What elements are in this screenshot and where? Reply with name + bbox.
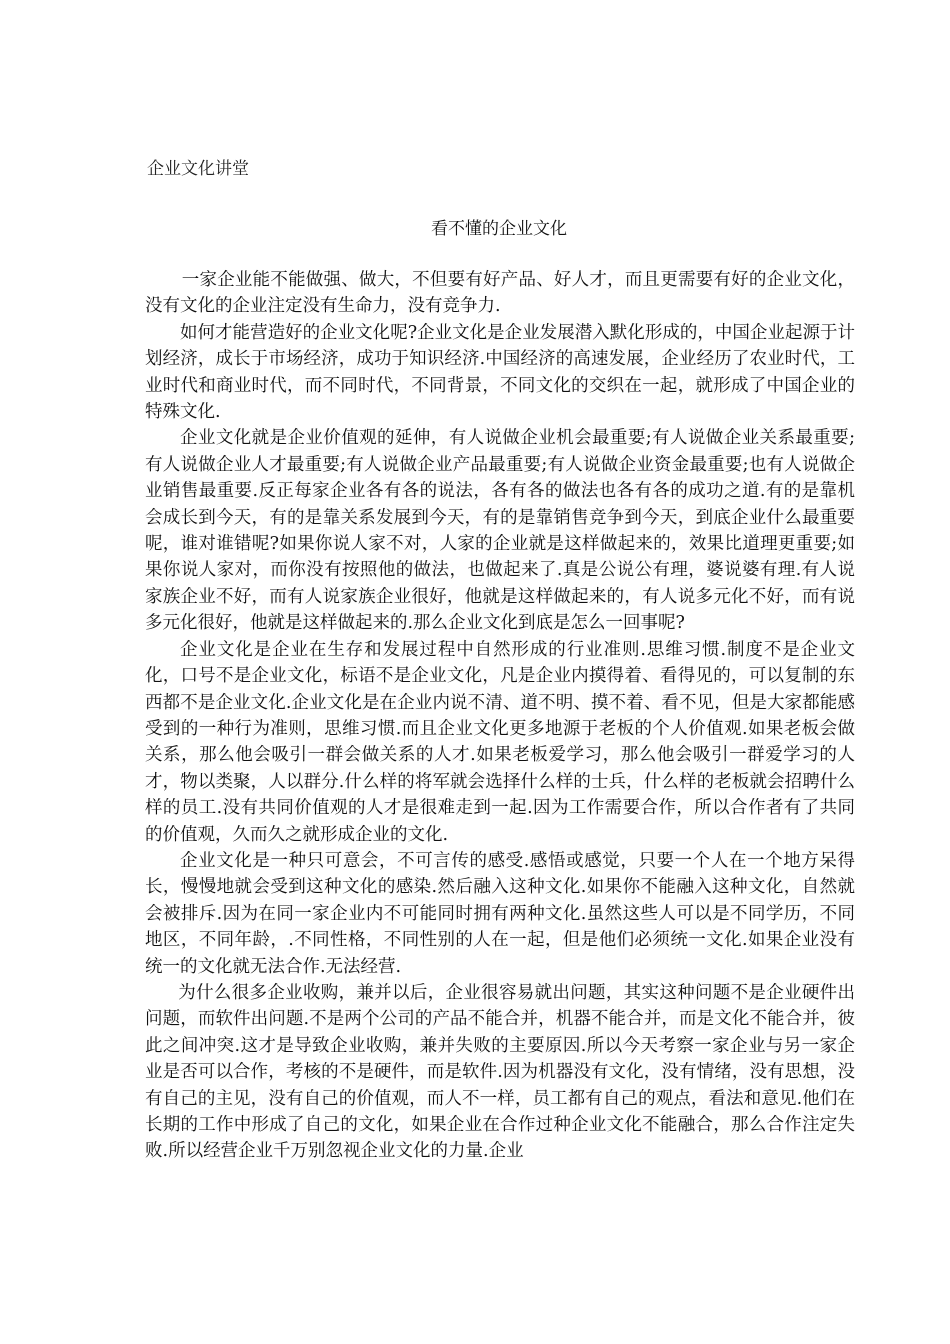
document-body <box>145 267 855 1165</box>
paragraph-1: 一家企业能不能做强、做大，不但要有好产品、好人才，而且更需要有好的企业文化，没有文化的企业注定没有生命力，没有竞争力. <box>145 270 855 317</box>
paragraph-2: 如何才能营造好的企业文化呢?企业文化是企业发展潜入默化形成的，中国企业起源于计划经济，成长于市场经济，成功于知识经济.中国经济的高速发展，企业经历了农业时代，工业时代和商业时代，而不同时代，不同背景，不同文化的交织在一起，就形成了中国企业的特殊文化. <box>145 322 855 423</box>
paragraph-4: 企业文化是企业在生存和发展过程中自然形成的行业准则.思维习惯.制度不是企业文化，口号不是企业文化，标语不是企业文化，凡是企业内摸得着、看得见的，可以复制的东西都不是企业文化.企业文化是在企业内说不清、道不明、摸不着、看不见，但是大家都能感受到的一种行为准则，思维习惯.而且企业文化更多地源于老板的个人价值观.如果老板会做关系，那么他会吸引一群会做关系的人才.如果老板爱学习，那么他会吸引一群爱学习的人才，物以类聚，人以群分.什么样的将军就会选择什么样的士兵，什么样的老板就会招聘什么样的员工.没有共同价值观的人才是很难走到一起.因为工作需要合作，所以合作者有了共同的价值观，久而久之就形成企业的文化. <box>145 639 855 845</box>
paragraph-3: 企业文化就是企业价值观的延伸，有人说做企业机会最重要;有人说做企业关系最重要;有人说做企业人才最重要;有人说做企业产品最重要;有人说做企业资金最重要;也有人说做企业销售最重要.反正每家企业各有各的说法，各有各的做法也各有各的成功之道.有的是靠机会成长到今天，有的是靠关系发展到今天，有的是靠销售竞争到今天，到底企业什么最重要呢，谁对谁错呢?如果你说人家不对，人家的企业就是这样做起来的，效果比道理更重要;如果你说人家对，而你没有按照他的做法，也做起来了.真是公说公有理，婆说婆有理.有人说家族企业不好，而有人说家族企业很好，他就是这样做起来的，有人说多元化不好，而有说多元化很好，他就是这样做起来的.那么企业文化到底是怎么一回事呢? <box>145 428 855 634</box>
document-title: 看不懂的企业文化 <box>431 219 567 239</box>
header-label: 企业文化讲堂 <box>147 159 249 179</box>
paragraph-6: 为什么很多企业收购，兼并以后，企业很容易就出问题，其实这种问题不是企业硬件出问题，而软件出问题.不是两个公司的产品不能合并，机器不能合并，而是文化不能合并，彼此之间冲突.这才是导致企业收购，兼并失败的主要原因.所以今天考察一家企业与另一家企业是否可以合作，考核的不是硬件，而是软件.因为机器没有文化，没有情绪，没有思想，没有自己的主见，没有自己的价值观，而人不一样，员工都有自己的观点，看法和意见.他们在长期的工作中形成了自己的文化，如果企业在合作过种企业文化不能融合，那么合作注定失败.所以经营企业千万别忽视企业文化的力量.企业 <box>145 982 855 1162</box>
paragraph-5: 企业文化是一种只可意会，不可言传的感受.感悟或感觉，只要一个人在一个地方呆得长，慢慢地就会受到这种文化的感染.然后融入这种文化.如果你不能融入这种文化，自然就会被排斥.因为在同一家企业内不可能同时拥有两种文化.虽然这些人可以是不同学历，不同地区，不同年龄，.不同性格，不同性别的人在一起，但是他们必须统一文化.如果企业没有统一的文化就无法合作.无法经营. <box>145 850 855 977</box>
